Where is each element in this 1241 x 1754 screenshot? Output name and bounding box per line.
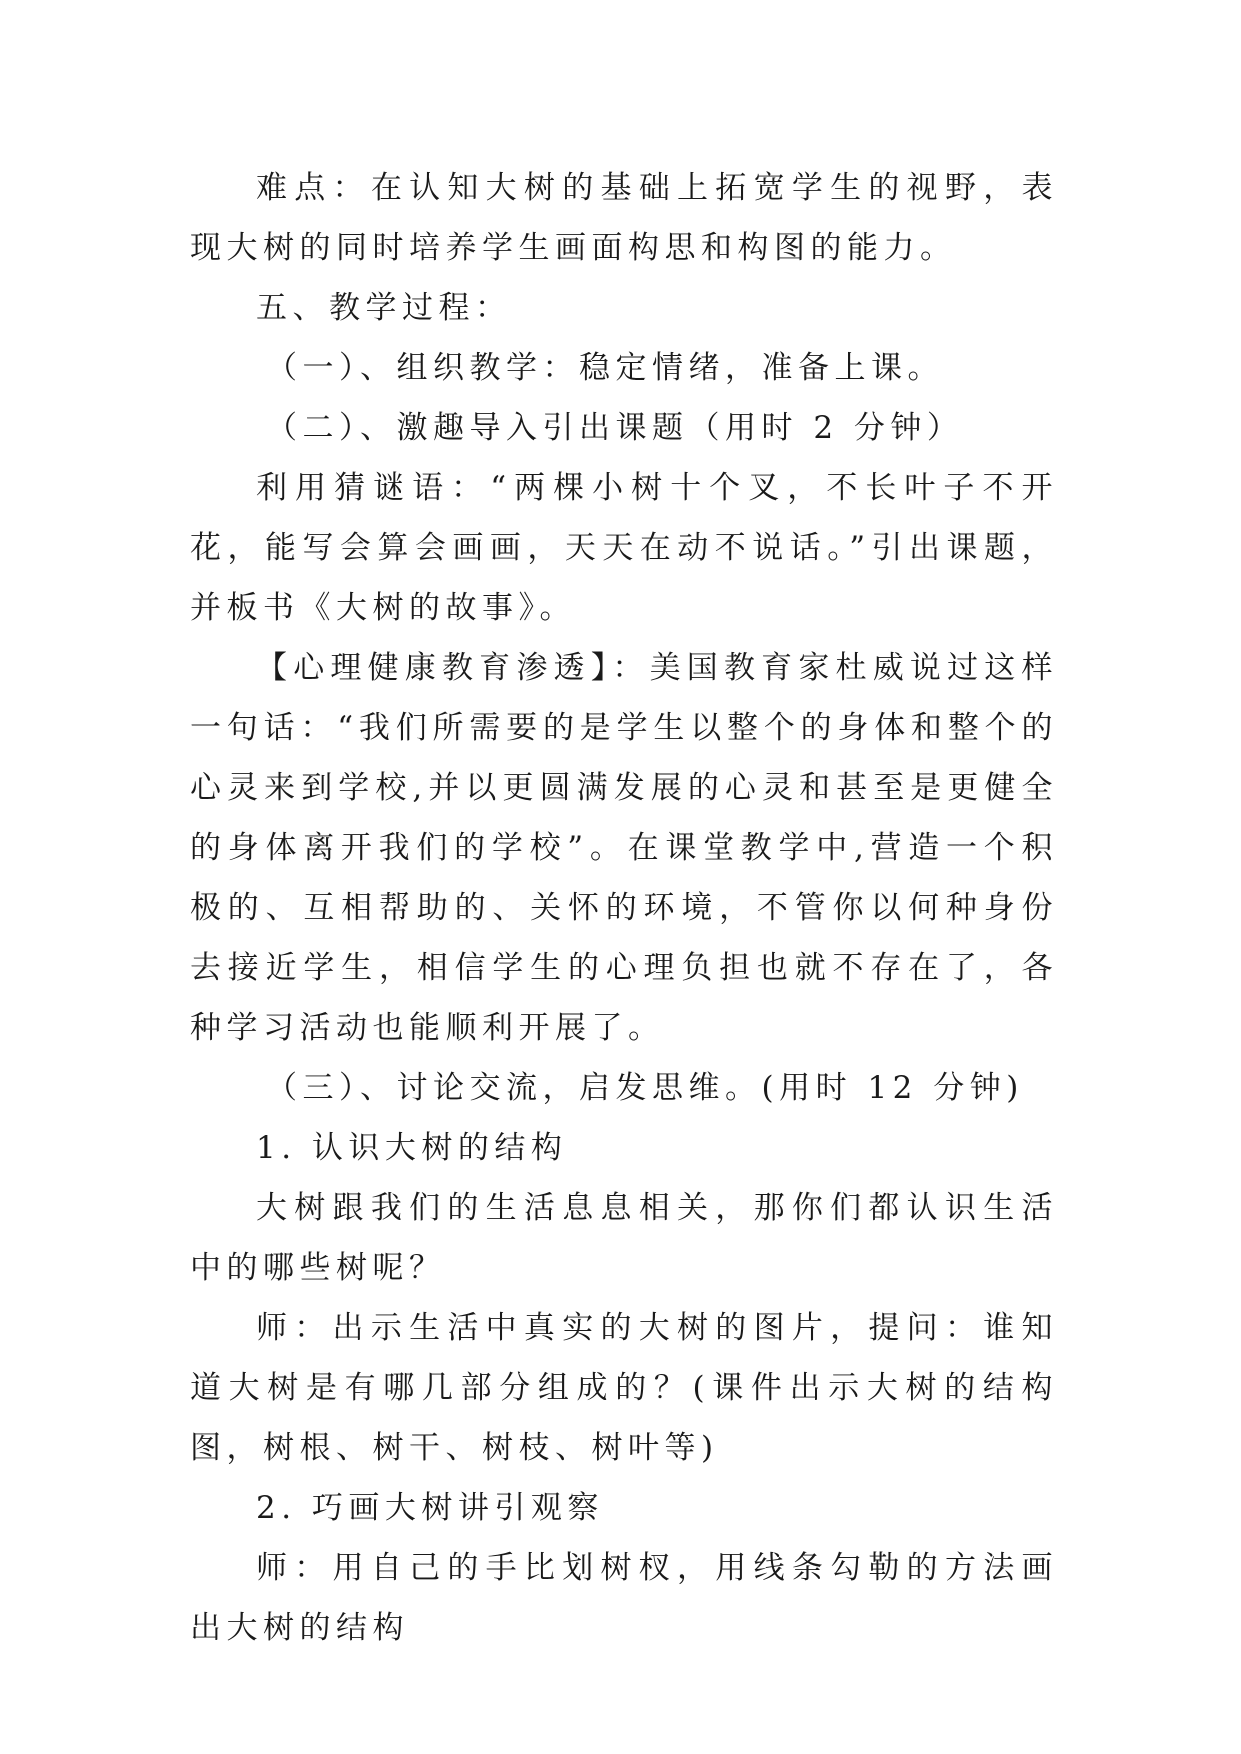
step-heading-organize: （一）、组织教学：稳定情绪，准备上课。 xyxy=(266,350,944,386)
paragraph-teacher-drawing: 师：用自己的手比划树杈，用线条勾勒的方法画出大树的结构 xyxy=(190,1550,1058,1646)
step-heading-introduction: （二）、激趣导入引出课题（用时 2 分钟） xyxy=(266,410,964,446)
paragraph-mental-health: 【心理健康教育渗透】：美国教育家杜威说过这样一句话：“我们所需要的是学生以整个的身体和整个的心灵来到学校,并以更圆满发展的心灵和甚至是更健全的身体离开我们的学校”。在课堂教学中,营造一个积极的、互相帮助的、关怀的环境，不管你以何种身份去接近学生，相信学生的心理负担也就不存在了，各种学习活动也能顺利开展了。 xyxy=(190,650,1058,1046)
paragraph-teacher-question: 师：出示生活中真实的大树的图片，提问：谁知道大树是有哪几部分组成的？(课件出示大树的结构图，树根、树干、树枝、树叶等) xyxy=(190,1310,1058,1466)
list-item-tree-structure: 1. 认识大树的结构 xyxy=(256,1130,568,1166)
step-heading-discussion: （三）、讨论交流，启发思维。(用时 12 分钟) xyxy=(266,1070,1024,1106)
paragraph-riddle: 利用猜谜语：“两棵小树十个叉，不长叶子不开花，能写会算会画画，天天在动不说话。”引出课题，并板书《大树的故事》。 xyxy=(190,470,1058,626)
paragraph-difficulty: 难点：在认知大树的基础上拓宽学生的视野，表现大树的同时培养学生画面构思和构图的能力。 xyxy=(190,170,1058,266)
document-body xyxy=(190,158,1058,1658)
section-heading-teaching-process: 五、教学过程： xyxy=(256,290,512,326)
list-item-draw-tree: 2. 巧画大树讲引观察 xyxy=(256,1490,604,1526)
paragraph-tree-life: 大树跟我们的生活息息相关，那你们都认识生活中的哪些树呢？ xyxy=(190,1190,1058,1286)
